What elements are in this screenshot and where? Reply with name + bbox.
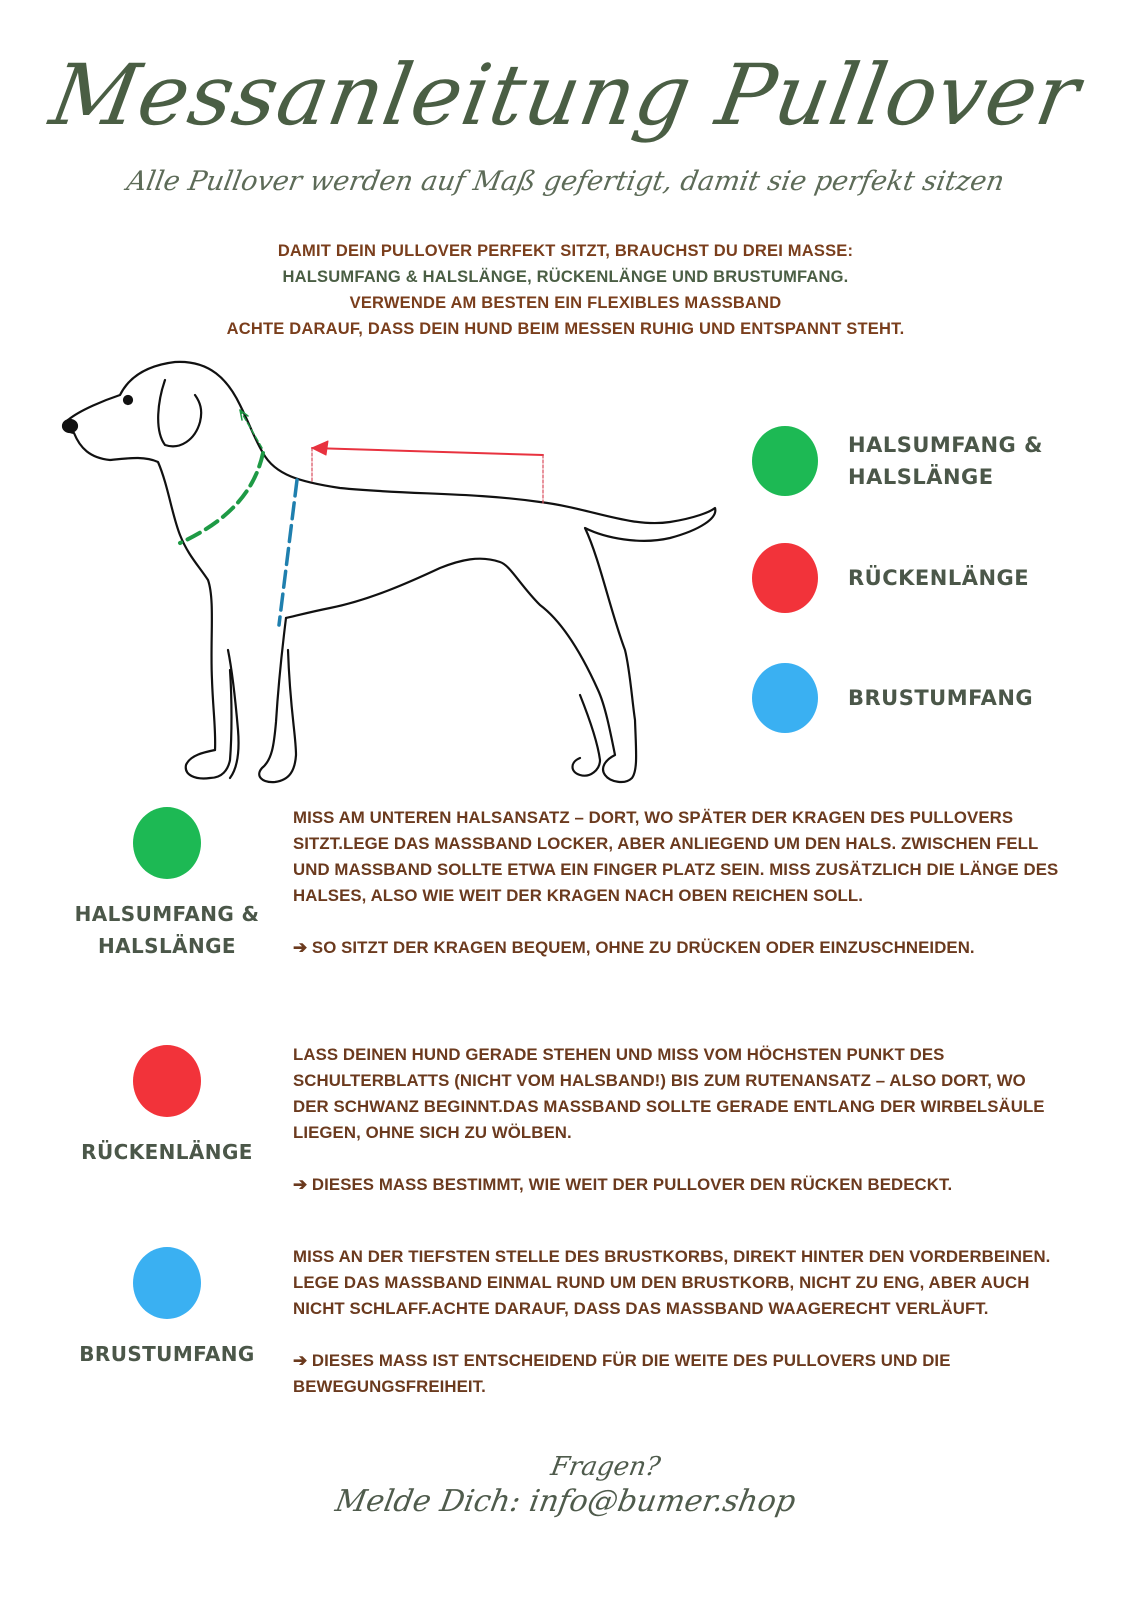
section-label-line: HALSUMFANG & [74, 902, 260, 926]
section-label-line: BRUSTUMFANG [79, 1342, 255, 1366]
intro-line-2: HALSUMFANG & HALSLÄNGE, RÜCKENLÄNGE UND BRUSTUMFANG. [282, 268, 849, 286]
green-dot-icon [752, 426, 818, 496]
legend-label-back: RÜCKENLÄNGE [848, 566, 1030, 590]
red-dot-icon [133, 1045, 201, 1117]
intro-text [0, 238, 1131, 342]
intro-line-4: ACHTE DARAUF, DASS DEIN HUND BEIM MESSEN RUHIG UND ENTSPANNT STEHT. [226, 320, 905, 338]
section-text-neck [293, 805, 1063, 961]
dog-measurement-illustration [50, 350, 730, 790]
red-dot-icon [752, 543, 818, 613]
section-description: LASS DEINEN HUND GERADE STEHEN UND MISS VOM HÖCHSTEN PUNKT DES SCHULTERBLATTS (NICHT VOM HALSBAND!) BIS ZUM RUTENANSATZ – ALSO DORT, WO DER SCHWANZ BEGINNT.DAS MASSBAND SOLLTE GERADE ENTLANG DER WIRBELSÄULE LIEGEN, OHNE SICH ZU WÖLBEN. [293, 1045, 1045, 1142]
footer-contact[interactable]: Melde Dich: info@bumer.shop [332, 1484, 799, 1519]
legend-item-back [752, 543, 1029, 613]
section-note: ➔ SO SITZT DER KRAGEN BEQUEM, OHNE ZU DRÜCKEN ODER EINZUSCHNEIDEN. [293, 938, 975, 957]
blue-dot-icon [133, 1247, 201, 1319]
legend-label-neck-2: HALSLÄNGE [848, 465, 994, 489]
dog-outline-icon [63, 362, 715, 782]
neck-measure-line-icon [180, 453, 263, 543]
legend-label-chest: BRUSTUMFANG [848, 686, 1034, 710]
chest-measure-line-icon [279, 480, 297, 625]
section-text-chest [293, 1244, 1063, 1400]
legend-item-neck [752, 426, 1043, 496]
section-description: MISS AM UNTEREN HALSANSATZ – DORT, WO SPÄTER DER KRAGEN DES PULLOVERS SITZT.LEGE DAS MASSBAND LOCKER, ABER ANLIEGEND UM DEN HALS. ZWISCHEN FELL UND MASSBAND SOLLTE ETWA EIN FINGER PLATZ SEIN. MISS ZUSÄTZLICH DIE LÄNGE DES HALSES, ALSO WIE WEIT DER KRAGEN NACH OBEN REICHEN SOLL. [293, 808, 1059, 905]
legend-label-neck-1: HALSUMFANG & [848, 433, 1043, 457]
intro-line-1: DAMIT DEIN PULLOVER PERFEKT SITZT, BRAUCHST DU DREI MASSE: [277, 242, 854, 260]
back-length-arrow-icon [312, 448, 543, 455]
section-text-back [293, 1042, 1063, 1198]
section-label-chest [57, 1338, 277, 1370]
section-label-line: HALSLÄNGE [97, 934, 236, 958]
blue-dot-icon [752, 663, 818, 733]
section-note: ➔ DIESES MASS IST ENTSCHEIDEND FÜR DIE WEITE DES PULLOVERS UND DIE BEWEGUNGSFREIHEIT. [293, 1351, 951, 1396]
footer-question: Fragen? [548, 1452, 663, 1482]
intro-line-3: VERWENDE AM BESTEN EIN FLEXIBLES MASSBAND [349, 294, 782, 312]
legend-item-chest [752, 663, 1033, 733]
section-label-line: RÜCKENLÄNGE [81, 1140, 253, 1164]
green-dot-icon [133, 807, 201, 879]
section-description: MISS AN DER TIEFSTEN STELLE DES BRUSTKORBS, DIREKT HINTER DEN VORDERBEINEN. LEGE DAS MASSBAND EINMAL RUND UM DEN BRUSTKORB, NICHT ZU ENG, ABER AUCH NICHT SCHLAFF.ACHTE DARAUF, DASS DAS MASSBAND WAAGERECHT VERLÄUFT. [293, 1247, 1051, 1318]
page-title: Messanleitung Pullover [43, 46, 1088, 144]
section-note: ➔ DIESES MASS BESTIMMT, WIE WEIT DER PULLOVER DEN RÜCKEN BEDECKT. [293, 1175, 953, 1194]
page-subtitle: Alle Pullover werden auf Maß gefertigt, damit sie perfekt sitzen [124, 166, 1007, 197]
section-label-neck [57, 898, 277, 962]
section-label-back [57, 1136, 277, 1168]
